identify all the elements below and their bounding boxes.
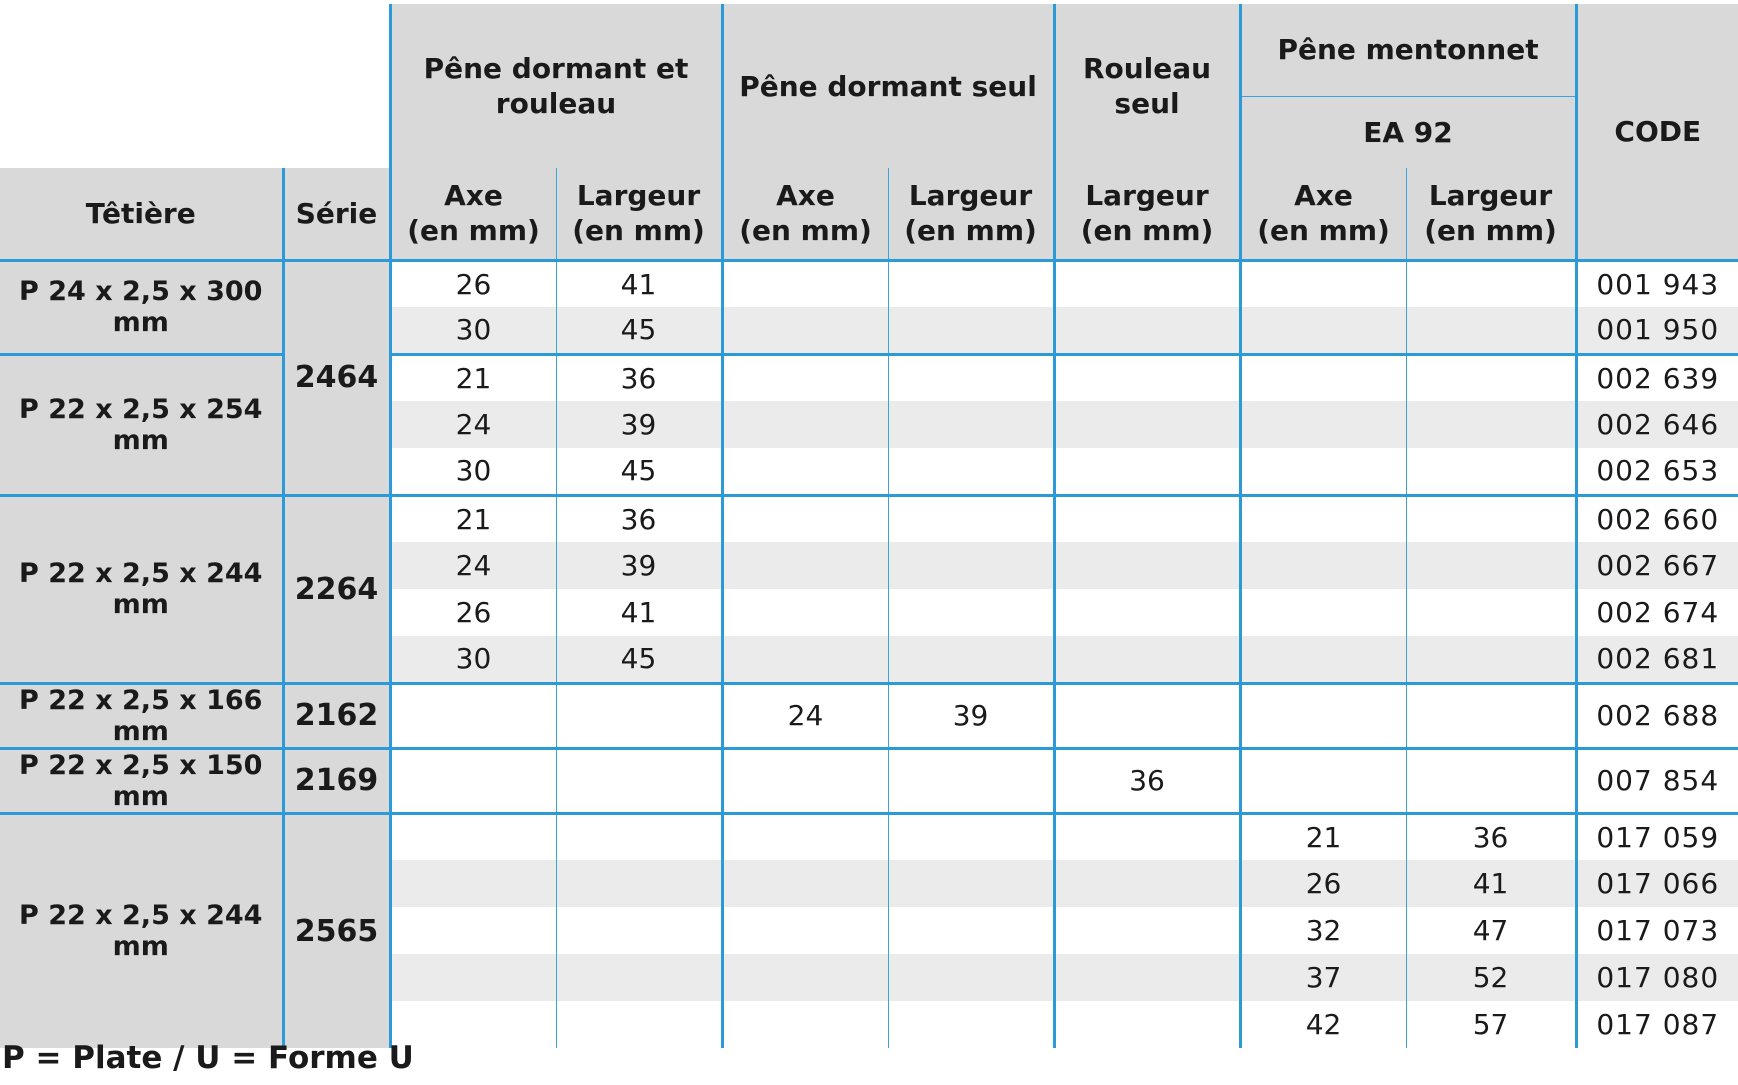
value-cell bbox=[1054, 401, 1240, 448]
value-cell: 57 bbox=[1406, 1001, 1576, 1048]
header-largeur: Largeur (en mm) bbox=[888, 168, 1054, 260]
value-cell bbox=[1240, 448, 1406, 495]
value-cell bbox=[888, 260, 1054, 307]
tetiere-cell: P 24 x 2,5 x 300 mm bbox=[0, 260, 283, 354]
value-cell: 41 bbox=[556, 589, 722, 636]
value-cell bbox=[390, 860, 556, 907]
value-cell bbox=[1240, 589, 1406, 636]
value-cell: 30 bbox=[390, 636, 556, 683]
value-cell bbox=[1406, 683, 1576, 748]
value-cell bbox=[722, 542, 888, 589]
value-cell: 21 bbox=[1240, 813, 1406, 860]
value-cell bbox=[390, 1001, 556, 1048]
serie-cell: 2162 bbox=[283, 683, 390, 748]
value-cell: 42 bbox=[1240, 1001, 1406, 1048]
value-cell: 32 bbox=[1240, 907, 1406, 954]
table-row bbox=[0, 683, 1738, 748]
value-cell bbox=[722, 748, 888, 813]
value-cell: 36 bbox=[556, 354, 722, 401]
value-cell bbox=[390, 683, 556, 748]
value-cell bbox=[888, 401, 1054, 448]
value-cell bbox=[1054, 860, 1240, 907]
value-cell bbox=[722, 907, 888, 954]
code-cell: 017 059 bbox=[1576, 813, 1738, 860]
value-cell: 21 bbox=[390, 495, 556, 542]
code-cell: 002 646 bbox=[1576, 401, 1738, 448]
value-cell bbox=[1054, 354, 1240, 401]
header-ea92: EA 92 bbox=[1240, 96, 1576, 168]
value-cell bbox=[888, 542, 1054, 589]
value-cell bbox=[1406, 636, 1576, 683]
value-cell bbox=[888, 448, 1054, 495]
value-cell bbox=[1240, 354, 1406, 401]
value-cell bbox=[722, 813, 888, 860]
value-cell: 36 bbox=[1406, 813, 1576, 860]
value-cell bbox=[1240, 542, 1406, 589]
value-cell bbox=[722, 589, 888, 636]
value-cell bbox=[1240, 495, 1406, 542]
value-cell: 30 bbox=[390, 448, 556, 495]
value-cell: 52 bbox=[1406, 954, 1576, 1001]
value-cell: 21 bbox=[390, 354, 556, 401]
value-cell bbox=[722, 307, 888, 354]
value-cell bbox=[722, 636, 888, 683]
value-cell: 36 bbox=[1054, 748, 1240, 813]
value-cell: 26 bbox=[390, 260, 556, 307]
tetiere-cell: P 22 x 2,5 x 244 mm bbox=[0, 813, 283, 1048]
value-cell bbox=[1406, 307, 1576, 354]
legend-note: P = Plate / U = Forme U bbox=[2, 1040, 414, 1076]
value-cell: 39 bbox=[556, 542, 722, 589]
value-cell: 37 bbox=[1240, 954, 1406, 1001]
value-cell bbox=[1406, 748, 1576, 813]
code-cell: 007 854 bbox=[1576, 748, 1738, 813]
value-cell bbox=[722, 860, 888, 907]
value-cell bbox=[1240, 683, 1406, 748]
value-cell bbox=[888, 748, 1054, 813]
value-cell: 26 bbox=[390, 589, 556, 636]
table-row bbox=[0, 260, 1738, 307]
code-cell: 001 950 bbox=[1576, 307, 1738, 354]
value-cell bbox=[1054, 542, 1240, 589]
code-cell: 002 653 bbox=[1576, 448, 1738, 495]
header-group-rouleau-seul: Rouleau seul bbox=[1054, 4, 1240, 168]
table-row bbox=[0, 748, 1738, 813]
value-cell bbox=[1406, 354, 1576, 401]
value-cell bbox=[1054, 907, 1240, 954]
value-cell bbox=[556, 683, 722, 748]
header-group-dormant-seul: Pêne dormant seul bbox=[722, 4, 1054, 168]
value-cell bbox=[1054, 307, 1240, 354]
value-cell bbox=[1054, 260, 1240, 307]
header-axe: Axe (en mm) bbox=[1240, 168, 1406, 260]
value-cell bbox=[888, 636, 1054, 683]
header-group-mentonnet: Pêne mentonnet bbox=[1240, 4, 1576, 96]
value-cell: 41 bbox=[556, 260, 722, 307]
tetiere-cell: P 22 x 2,5 x 244 mm bbox=[0, 495, 283, 683]
value-cell bbox=[556, 1001, 722, 1048]
value-cell bbox=[1240, 636, 1406, 683]
tetiere-cell: P 22 x 2,5 x 166 mm bbox=[0, 683, 283, 748]
value-cell bbox=[556, 813, 722, 860]
code-cell: 017 087 bbox=[1576, 1001, 1738, 1048]
value-cell bbox=[390, 813, 556, 860]
header-tetiere: Têtière bbox=[0, 168, 283, 260]
value-cell: 45 bbox=[556, 307, 722, 354]
value-cell: 45 bbox=[556, 448, 722, 495]
value-cell: 24 bbox=[390, 401, 556, 448]
value-cell bbox=[888, 1001, 1054, 1048]
value-cell bbox=[888, 907, 1054, 954]
value-cell: 39 bbox=[888, 683, 1054, 748]
value-cell bbox=[722, 354, 888, 401]
value-cell bbox=[1240, 401, 1406, 448]
value-cell: 41 bbox=[1406, 860, 1576, 907]
value-cell bbox=[1054, 495, 1240, 542]
value-cell bbox=[556, 954, 722, 1001]
value-cell: 47 bbox=[1406, 907, 1576, 954]
value-cell bbox=[556, 748, 722, 813]
value-cell bbox=[1054, 683, 1240, 748]
value-cell bbox=[1054, 954, 1240, 1001]
value-cell bbox=[1054, 636, 1240, 683]
value-cell bbox=[390, 748, 556, 813]
value-cell bbox=[722, 495, 888, 542]
code-cell: 002 688 bbox=[1576, 683, 1738, 748]
code-cell: 017 073 bbox=[1576, 907, 1738, 954]
value-cell bbox=[888, 813, 1054, 860]
value-cell bbox=[888, 860, 1054, 907]
value-cell bbox=[888, 954, 1054, 1001]
header-largeur: Largeur (en mm) bbox=[556, 168, 722, 260]
value-cell bbox=[722, 954, 888, 1001]
value-cell bbox=[1240, 260, 1406, 307]
value-cell bbox=[722, 401, 888, 448]
header-largeur: Largeur (en mm) bbox=[1406, 168, 1576, 260]
value-cell bbox=[1406, 542, 1576, 589]
value-cell: 24 bbox=[390, 542, 556, 589]
value-cell: 26 bbox=[1240, 860, 1406, 907]
value-cell bbox=[722, 448, 888, 495]
header-axe: Axe (en mm) bbox=[390, 168, 556, 260]
value-cell bbox=[722, 1001, 888, 1048]
product-spec-table bbox=[0, 4, 1738, 1048]
value-cell bbox=[390, 954, 556, 1001]
header-axe: Axe (en mm) bbox=[722, 168, 888, 260]
code-cell: 002 667 bbox=[1576, 542, 1738, 589]
value-cell bbox=[556, 907, 722, 954]
value-cell: 24 bbox=[722, 683, 888, 748]
value-cell bbox=[1054, 813, 1240, 860]
tetiere-cell: P 22 x 2,5 x 254 mm bbox=[0, 354, 283, 495]
value-cell bbox=[1406, 401, 1576, 448]
header-serie: Série bbox=[283, 168, 390, 260]
code-cell: 002 674 bbox=[1576, 589, 1738, 636]
value-cell: 30 bbox=[390, 307, 556, 354]
value-cell bbox=[888, 354, 1054, 401]
value-cell bbox=[390, 907, 556, 954]
value-cell bbox=[888, 307, 1054, 354]
value-cell: 36 bbox=[556, 495, 722, 542]
value-cell bbox=[1240, 748, 1406, 813]
header-code: CODE bbox=[1576, 4, 1738, 260]
value-cell bbox=[888, 589, 1054, 636]
value-cell bbox=[722, 260, 888, 307]
header-blank bbox=[0, 4, 390, 168]
value-cell bbox=[1406, 589, 1576, 636]
serie-cell: 2264 bbox=[283, 495, 390, 683]
serie-cell: 2464 bbox=[283, 260, 390, 495]
tetiere-cell: P 22 x 2,5 x 150 mm bbox=[0, 748, 283, 813]
table-row bbox=[0, 813, 1738, 860]
serie-cell: 2565 bbox=[283, 813, 390, 1048]
value-cell bbox=[1406, 495, 1576, 542]
table-row bbox=[0, 495, 1738, 542]
value-cell bbox=[1054, 448, 1240, 495]
value-cell: 45 bbox=[556, 636, 722, 683]
value-cell bbox=[888, 495, 1054, 542]
serie-cell: 2169 bbox=[283, 748, 390, 813]
code-cell: 017 066 bbox=[1576, 860, 1738, 907]
code-cell: 001 943 bbox=[1576, 260, 1738, 307]
header-group-dormant-rouleau: Pêne dormant et rouleau bbox=[390, 4, 722, 168]
table-row bbox=[0, 354, 1738, 401]
value-cell bbox=[556, 860, 722, 907]
value-cell bbox=[1054, 1001, 1240, 1048]
value-cell bbox=[1054, 589, 1240, 636]
value-cell bbox=[1406, 260, 1576, 307]
header-largeur: Largeur (en mm) bbox=[1054, 168, 1240, 260]
value-cell bbox=[1406, 448, 1576, 495]
code-cell: 002 639 bbox=[1576, 354, 1738, 401]
value-cell: 39 bbox=[556, 401, 722, 448]
value-cell bbox=[1240, 307, 1406, 354]
code-cell: 002 681 bbox=[1576, 636, 1738, 683]
code-cell: 017 080 bbox=[1576, 954, 1738, 1001]
code-cell: 002 660 bbox=[1576, 495, 1738, 542]
